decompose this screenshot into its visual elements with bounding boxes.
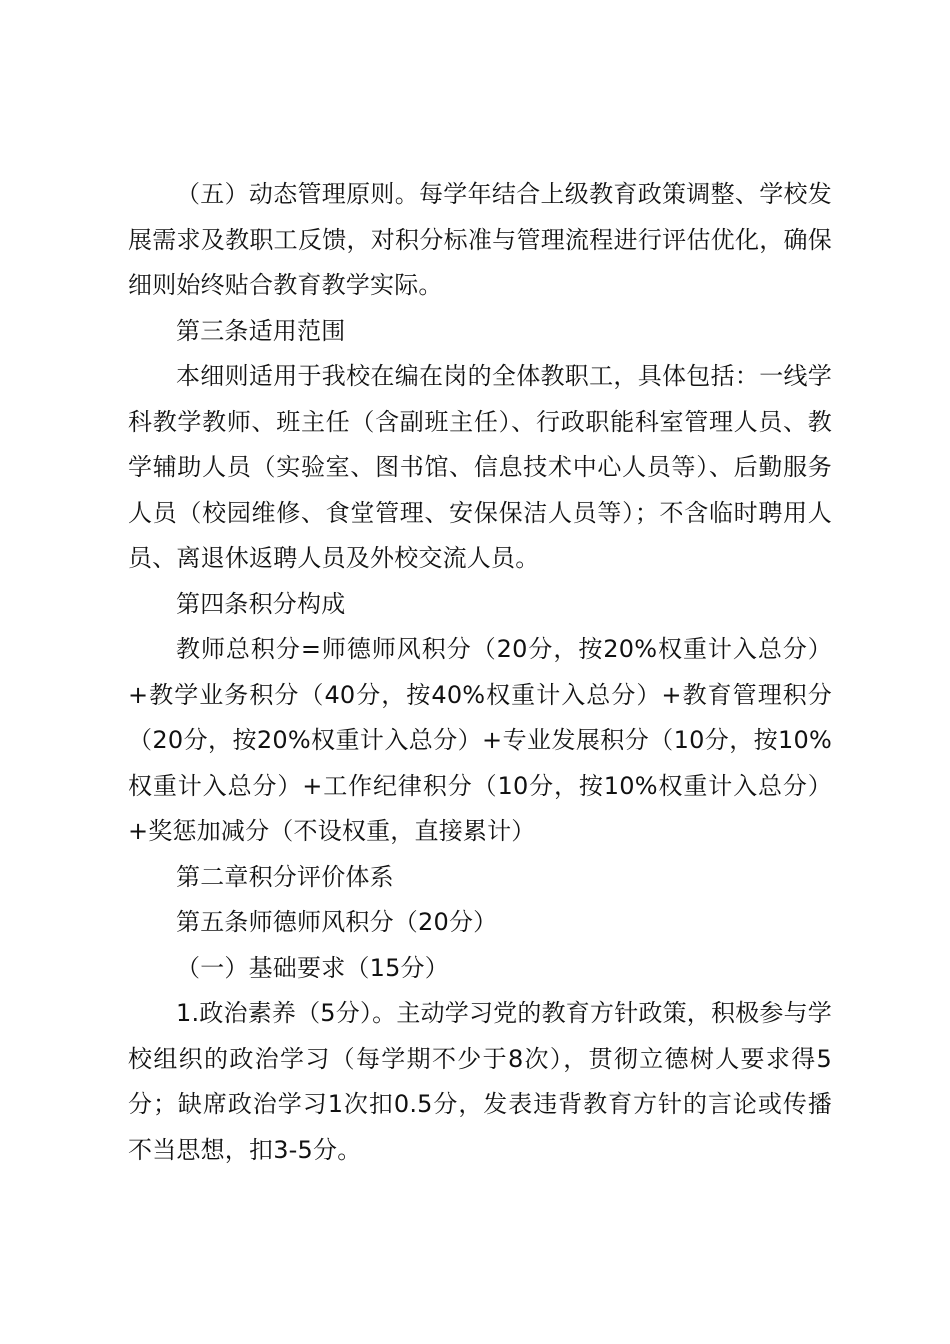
paragraph-scope: 本细则适用于我校在编在岗的全体教职工，具体包括：一线学科教学教师、班主任（含副班主任）、行政职能科室管理人员、教学辅助人员（实验室、图书馆、信息技术中心人员等）、后勤服务人员（校园维修、食堂管理、安保保洁人员等）；不含临时聘用人员、离退休返聘人员及外校交流人员。: [128, 362, 832, 572]
heading-article-4: 第四条积分构成: [176, 589, 346, 618]
paragraph-dynamic-management: （五）动态管理原则。每学年结合上级教育政策调整、学校发展需求及教职工反馈，对积分标准与管理流程进行评估优化，确保细则始终贴合教育教学实际。: [128, 180, 832, 299]
heading-article-5: 第五条师德师风积分（20分）: [176, 908, 498, 936]
document-body: [128, 172, 832, 1173]
paragraph-political-quality: 1.政治素养（5分）。主动学习党的教育方针政策，积极参与学校组织的政治学习（每学期不少于8次），贯彻立德树人要求得5分；缺席政治学习1次扣0.5分，发表违背教育方针的言论或传播不当思想，扣3-5分。: [128, 999, 832, 1164]
heading-chapter-2: 第二章积分评价体系: [176, 862, 394, 891]
heading-article-3: 第三条适用范围: [176, 316, 346, 345]
paragraph-score-composition: 教师总积分=师德师风积分（20分，按20%权重计入总分）+教学业务积分（40分，按40%权重计入总分）+教育管理积分（20分，按20%权重计入总分）+专业发展积分（10分，按10%权重计入总分）+工作纪律积分（10分，按10%权重计入总分）+奖惩加减分（不设权重，直接累计）: [128, 635, 832, 845]
heading-basic-requirements: （一）基础要求（15分）: [176, 953, 449, 982]
